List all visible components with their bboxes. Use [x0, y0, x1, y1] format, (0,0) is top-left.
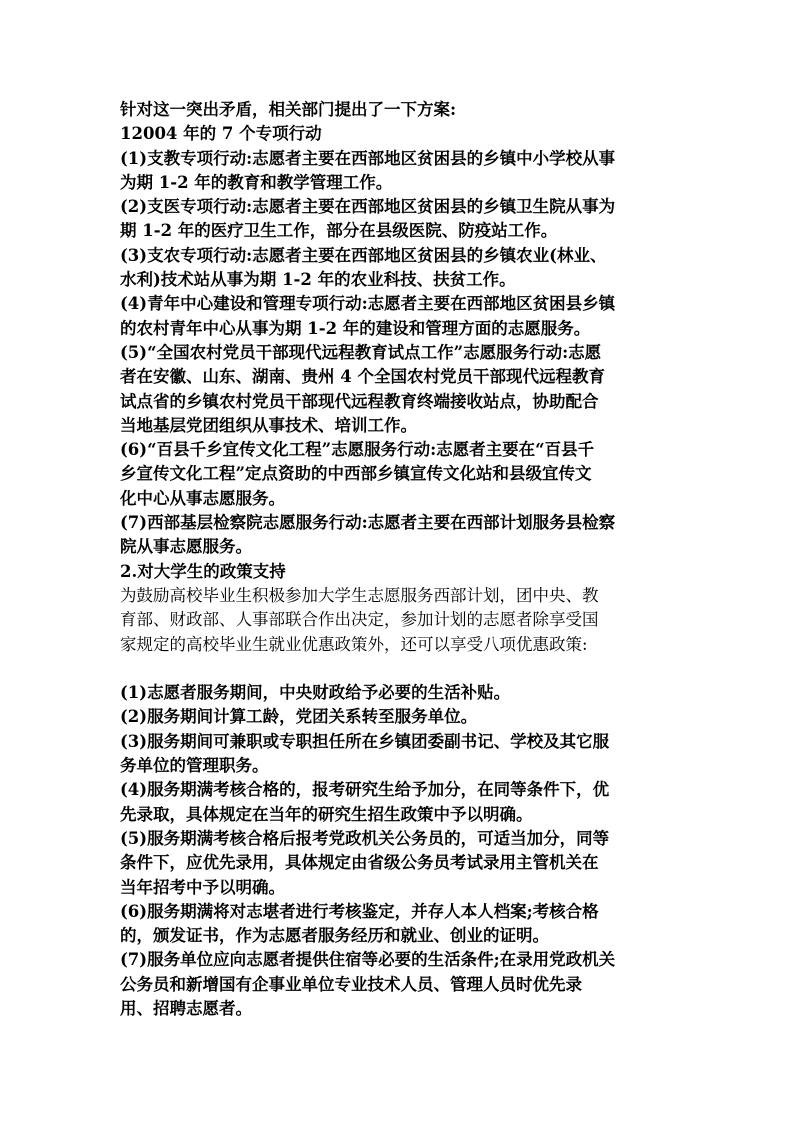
- text-line: (5)服务期满考核合格后报考党政机关公务员的，可适当加分，同等: [120, 828, 610, 848]
- text-line: (1)支教专项行动:志愿者主要在西部地区贫困县的乡镇中小学校从事: [120, 148, 616, 168]
- text-line: (7)服务单位应向志愿者提供住宿等必要的生活条件;在录用党政机关: [120, 950, 616, 970]
- text-line: 当地基层党团组织从事技术、培训工作。: [120, 415, 417, 435]
- text-line: 的农村青年中心从事为期 1-2 年的建设和管理方面的志愿服务。: [120, 318, 591, 338]
- text-line: 乡宣传文化工程”定点资助的中西部乡镇宣传文化站和县级宜传文: [120, 464, 592, 484]
- text-line: (7)西部基层检察院志愿服务行动:志愿者主要在西部计划服务县检察: [120, 513, 616, 533]
- document-page: [120, 98, 678, 1021]
- text-line: (5)“全国农村党员干部现代远程教育试点工作”志愿服务行动:志愿: [120, 342, 602, 362]
- text-line: 者在安徽、山东、湖南、贵州 4 个全国农村党员干部现代远程教育: [120, 367, 605, 387]
- text-line: 期 1-2 年的医疗卫生工作，部分在县级医院、防疫站工作。: [120, 221, 558, 241]
- section-heading-2: 2.对大学生的政策支持: [120, 561, 286, 581]
- section-heading-1: 12004 年的 7 个专项行动: [120, 124, 322, 144]
- text-line: (4)服务期满考核合格的，报考研究生给予加分，在同等条件下，优: [120, 780, 610, 800]
- text-line: (2)服务期间计算工龄，党团关系转至服务单位。: [120, 707, 478, 727]
- text-line: (1)志愿者服务期间，中央财政给予必要的生活补贴。: [120, 683, 511, 703]
- blank-line: [120, 657, 678, 681]
- text-line: 为期 1-2 年的教育和教学管理工作。: [120, 172, 393, 192]
- text-line: 水利)技术站从事为期 1-2 年的农业科技、扶贫工作。: [120, 270, 516, 290]
- text-line: (6)“百县千乡宜传文化工程”志愿服务行动:志愿者主要在“百县千: [120, 440, 595, 460]
- text-line: (6)服务期满将对志堪者进行考核鉴定，并存人本人档案;考核合格: [120, 901, 599, 921]
- text-line: 化中心从事志愿服务。: [120, 488, 285, 508]
- intro-line: 针对这一突出矛盾，相关部门提出了一下方案:: [120, 100, 457, 119]
- text-line: 条件下，应优先录用，具体规定由省级公务员考试录用主管机关在: [120, 853, 599, 873]
- text-line: 用、招聘志愿者。: [120, 998, 252, 1018]
- text-line: (4)青年中心建设和管理专项行动:志愿者主要在西部地区贫困县乡镇: [120, 294, 616, 314]
- text-line: (2)支医专项行动:志愿者主要在西部地区贫困县的乡镇卫生院从事为: [120, 197, 616, 217]
- text-line: 试点省的乡镇农村党员干部现代远程教育终端接收站点，协助配合: [120, 391, 599, 411]
- text-line: (3)服务期间可兼职或专职担任所在乡镇团委副书记、学校及其它服: [120, 731, 610, 751]
- text-line: (3)支农专项行动:志愿者主要在西部地区贫困县的乡镇农业(林业、: [120, 245, 607, 265]
- text-line: 务单位的管理职务。: [120, 756, 269, 776]
- text-line: 当年招考中予以明确。: [120, 877, 285, 897]
- text-line: 的，颁发证书，作为志愿者服务经历和就业、创业的证明。: [120, 926, 549, 946]
- text-line: 育部、财政部、人事部联合作出决定，参加计划的志愿者除享受国: [120, 610, 599, 630]
- text-line: 公务员和新增国有企事业单位专业技术人员、管理人员时优先录: [120, 974, 582, 994]
- text-line: 家规定的高校毕业生就业优惠政策外，还可以享受八项优惠政策:: [120, 634, 588, 654]
- text-line: 院从事志愿服务。: [120, 537, 252, 557]
- text-line: 先录取，具体规定在当年的研究生招生政策中予以明确。: [120, 804, 533, 824]
- text-line: 为鼓励高校毕业生积极参加大学生志愿服务西部计划，团中央、教: [120, 585, 599, 605]
